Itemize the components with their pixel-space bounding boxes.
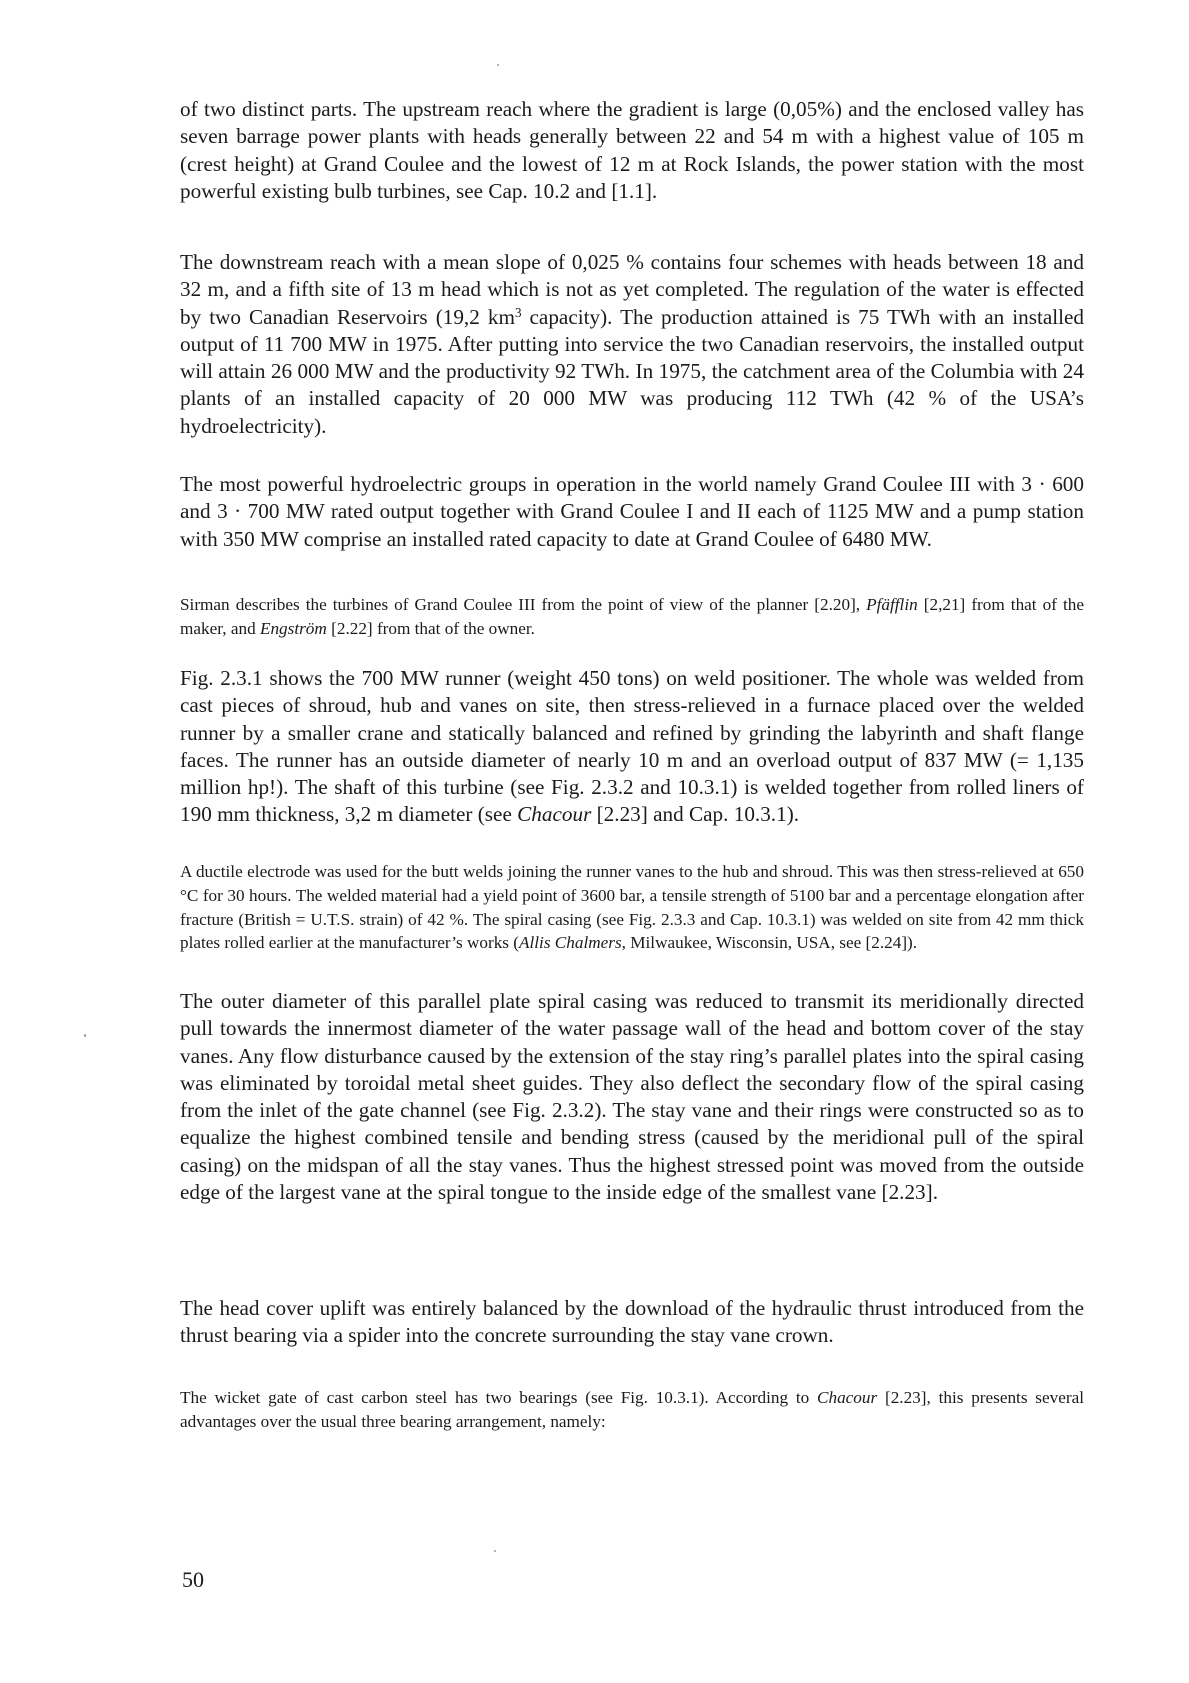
note-turbine-literature <box>180 593 1084 641</box>
italic-name: Allis Chalmers <box>519 933 622 953</box>
paragraph-grand-coulee-groups <box>180 471 1084 553</box>
text-run: of two distinct parts. The upstream reach where the gradient is large (0,05%) and the enclosed valley has seven barrage power plants with heads generally between 22 and 54 m with a highest value of 105 m (crest height) at Grand Coulee and the lowest of 12 m at Rock Islands, the power station with the most powerful existing bulb turbines, see Cap. 10.2 and [1.1]. <box>180 97 1084 203</box>
paragraph-runner-description <box>180 665 1084 829</box>
italic-name: Engström <box>259 618 327 638</box>
text-run: Sirman describes the turbines of Grand Coulee III from the point of view of the planner [2.20], <box>180 595 867 614</box>
italic-name: Chacour <box>817 1388 878 1407</box>
scan-speck <box>497 64 499 66</box>
text-run: The outer diameter of this parallel plate spiral casing was reduced to transmit its meridionally directed pull towards the innermost diameter of the water passage wall of the head and bottom cover of the stay vanes. Any flow disturbance caused by the extension of the stay ring’s parallel plates into the spiral casing was eliminated by toroidal metal sheet guides. They also deflect the secondary flow of the spiral casing from the inlet of the gate channel (see Fig. 2.3.2). The stay vane and their rings were constructed so as to equalize the highest combined tensile and bending stress (caused by the meridional pull of the spiral casing) on the midspan of all the stay vanes. Thus the highest stressed point was moved from the outside edge of the largest vane at the spiral tongue to the inside edge of the smallest vane [2.23]. <box>180 989 1084 1205</box>
text-run: The head cover uplift was entirely balanced by the download of the hydraulic thrust introduced from the thrust bearing via a spider into the concrete surrounding the stay vane crown. <box>180 1296 1084 1348</box>
text-run: The most powerful hydroelectric groups in operation in the world namely Grand Coulee III with 3 · 600 and 3 · 700 MW rated output together with Grand Coulee I and II each of 1125 MW and a pump station with 350 MW comprise an installed rated capacity to date at Grand Coulee of 6480 MW. <box>180 472 1084 551</box>
text-run: The downstream reach with a mean slope of 0,025 % contains four schemes with heads between 18 and 32 m, and a fifth site of 13 m head which is not as yet completed. The regulation of the water is effected by two Canadian Reservoirs (19,2 km <box>180 250 1084 329</box>
superscript: 3 <box>514 304 522 320</box>
scan-speck <box>84 1034 86 1037</box>
text-run: [2.23] and Cap. 10.3.1). <box>591 802 800 827</box>
paragraph-spiral-casing <box>180 988 1084 1206</box>
text-run: The wicket gate of cast carbon steel has two bearings (see Fig. 10.3.1). According to <box>180 1388 818 1407</box>
italic-name: Pfäfflin <box>866 595 918 614</box>
italic-name: Chacour <box>517 802 592 827</box>
paragraph-head-cover-uplift <box>180 1295 1084 1350</box>
text-run: [2.22] from that of the owner. <box>326 618 535 638</box>
text-run: A ductile electrode was used for the butt welds joining the runner vanes to the hub and shroud. This was then stress-relieved at 650 °C for 30 hours. The welded material had a yield point of 3600 bar, a tensile strength of 5100 bar and a percentage elongation after fracture (British = U.T.S. strain) of 42 %. The spiral casing (see Fig. 2.3.3 and Cap. 10.3.1) was welded on site from 42 mm thick plates rolled earlier at the manufacturer’s works ( <box>180 862 1084 953</box>
scan-speck <box>494 1550 496 1552</box>
paragraph-downstream-reach <box>180 249 1084 440</box>
text-run: [2.23], this presents several advantages over the usual three bearing arrangement, namely: <box>180 1388 1084 1431</box>
note-wicket-gate <box>180 1386 1084 1434</box>
paragraph-upstream-reach <box>180 96 1084 205</box>
text-run: capacity). The production attained is 75 TWh with an installed output of 11 700 MW in 1975. After putting into service the two Canadian reservoirs, the installed output will attain 26 000 MW and the productivity 92 TWh. In 1975, the catchment area of the Columbia with 24 plants of an installed capacity of 20 000 MW was producing 112 TWh (42 % of the USA’s hydroelectricity). <box>180 304 1085 438</box>
page-number: 50 <box>182 1567 204 1592</box>
text-run: Fig. 2.3.1 shows the 700 MW runner (weight 450 tons) on weld positioner. The whole was welded from cast pieces of shroud, hub and vanes on site, then stress-relieved in a furnace placed over the welded runner by a smaller crane and statically balanced and refined by grinding the labyrinth and shaft flange faces. The runner has an outside diameter of nearly 10 m and an overload output of 837 MW (= 1,135 million hp!). The shaft of this turbine (see Fig. 2.3.2 and 10.3.1) is welded together from rolled liners of 190 mm thickness, 3,2 m diameter (see <box>180 666 1084 827</box>
note-welding-details <box>180 860 1084 955</box>
text-run: , Milwaukee, Wisconsin, USA, see [2.24]). <box>621 933 918 953</box>
text-run: [2,21] from that of the maker, and <box>180 595 1084 638</box>
